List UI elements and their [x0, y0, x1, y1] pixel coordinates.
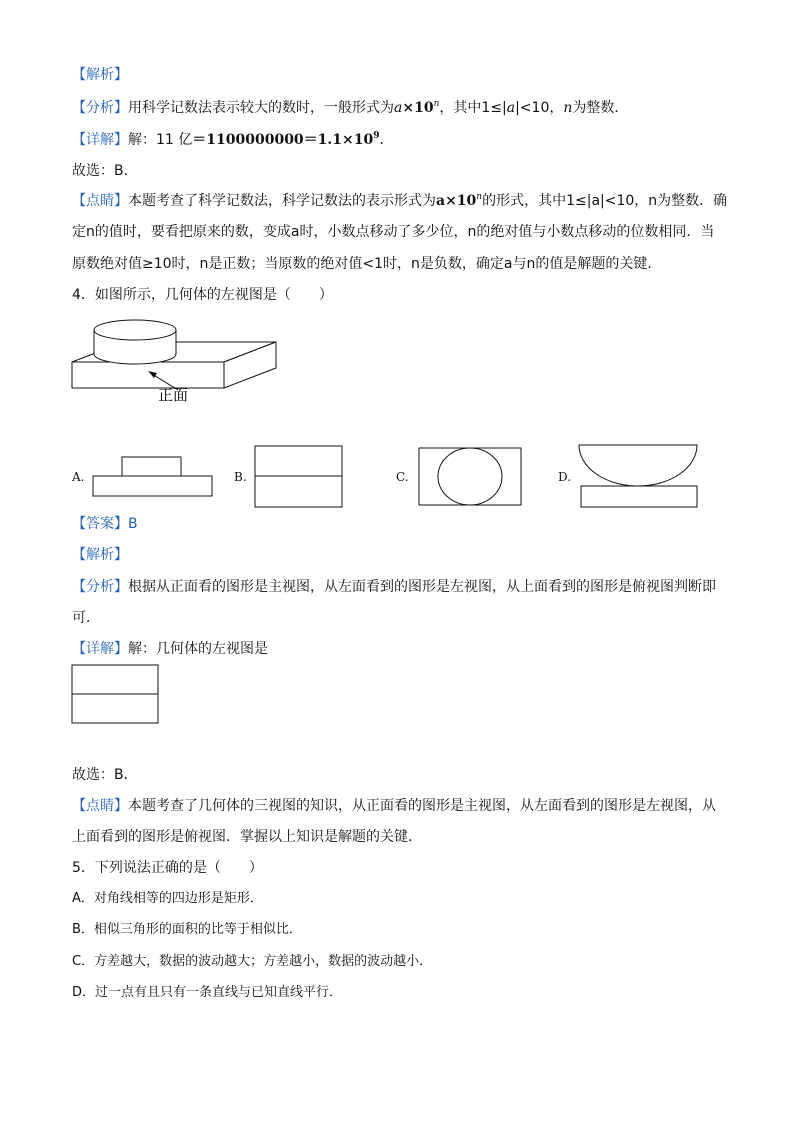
q4-xiangjie-tag: 【详解】 — [72, 641, 128, 657]
q5-option-a: A．对角线相等的四边形是矩形． — [72, 891, 263, 906]
form-times: ×10 — [402, 100, 434, 116]
q5-stem: 5．下列说法正确的是（ ） — [72, 860, 263, 876]
q4-xiangjie-line — [72, 639, 268, 659]
jiexi-tag: 【解析】 — [72, 67, 128, 83]
q4-dianjing-line2: 上面看到的图形是俯视图．掌握以上知识是解题的关键． — [72, 829, 422, 845]
q4-fenxi-line1 — [72, 577, 716, 597]
form-a: a — [394, 100, 403, 116]
fenxi-tag: 【分析】 — [72, 100, 128, 116]
left-view-figure — [72, 665, 160, 725]
q4-fenxi-text: 根据从正面看的图形是主视图，从左面看到的图形是左视图，从上面看到的图形是俯视图判断即 — [128, 579, 716, 595]
option-b-label: B. — [234, 470, 247, 484]
xiangjie-tag: 【详解】 — [72, 132, 128, 148]
option-c-figure — [419, 448, 522, 506]
option-c-rect — [419, 448, 521, 505]
q4-dianjing-text: 本题考查了几何体的三视图的知识，从正面看的图形是主视图，从左面看到的图形是左视图，从 — [128, 798, 716, 814]
q4-dianjing-line1 — [72, 796, 716, 816]
fenxi-mid: ，其中1≤| — [439, 100, 507, 116]
q4-answer: 【答案】B — [72, 516, 138, 532]
option-d-figure — [579, 445, 699, 509]
xiangjie-text: 解：11 亿 — [128, 132, 193, 148]
option-b-figure — [255, 446, 343, 508]
option-a-label: A. — [72, 470, 85, 484]
q5-option-c: C．方差越大，数据的波动越大；方差越小，数据的波动越小． — [72, 954, 433, 969]
front-label: 正面 — [158, 386, 189, 404]
q3-dianjing-line2: 定n的值时，要看把原来的数，变成a时，小数点移动了多少位，n的绝对值与小数点移动的位数相同．当 — [72, 224, 715, 240]
q3-dianjing-line1 — [72, 191, 727, 213]
option-a-bottom-rect — [93, 476, 212, 496]
q4-jiexi-tag: 【解析】 — [72, 547, 128, 563]
fenxi-n2: n — [563, 100, 573, 116]
dianjing-tag: 【点睛】 — [72, 193, 128, 209]
xiangjie-exp: 9 — [373, 131, 380, 141]
fenxi-end: 为整数． — [572, 100, 629, 116]
q4-dianjing-tag: 【点睛】 — [72, 798, 128, 814]
fenxi-a2: a — [506, 100, 516, 116]
option-d-base — [581, 486, 697, 507]
solid-figure — [68, 318, 268, 418]
option-a-top-rect — [122, 457, 181, 476]
dianjing-exp: n — [476, 192, 483, 202]
dianjing-line1: 本题考查了科学记数法，科学记数法的表示形式为 — [128, 193, 436, 209]
q3-fenxi-line — [72, 98, 628, 120]
fenxi-text: 用科学记数法表示较大的数时，一般形式为 — [128, 100, 394, 116]
q4-guxuan: 故选：B． — [72, 767, 138, 783]
form-n: n — [433, 99, 440, 109]
cylinder-top — [94, 320, 176, 340]
q4-fenxi-tag: 【分析】 — [72, 579, 128, 595]
dianjing-math: a×10 — [436, 193, 477, 209]
q5-option-b: B．相似三角形的面积的比等于相似比． — [72, 922, 302, 937]
fenxi-tail: |<10， — [515, 100, 564, 116]
option-c-circle — [438, 448, 502, 505]
xiangjie-end: ． — [379, 132, 394, 148]
slab-front-face — [72, 362, 224, 388]
xiangjie-math: ＝1100000000＝1.1×10 — [192, 132, 374, 148]
dianjing-tail: 的形式，其中1≤|a|<10，n为整数．确 — [482, 193, 728, 209]
option-d-bowl — [579, 445, 697, 486]
option-d-label: D. — [558, 470, 572, 484]
q5-option-d: D．过一点有且只有一条直线与已知直线平行． — [72, 985, 343, 1000]
q4-stem: 4．如图所示，几何体的左视图是（ ） — [72, 287, 333, 303]
q3-xiangjie-line — [72, 130, 394, 152]
q3-guxuan: 故选：B． — [72, 163, 138, 179]
q4-xiangjie-text: 解：几何体的左视图是 — [128, 641, 268, 657]
q3-dianjing-line3: 原数绝对值≥10时，n是正数；当原数的绝对值<1时，n是负数，确定a与n的值是解题的关键． — [72, 256, 662, 272]
option-c-label: C. — [396, 470, 409, 484]
option-a-figure — [93, 457, 213, 497]
q4-fenxi-line2: 可． — [72, 610, 100, 626]
